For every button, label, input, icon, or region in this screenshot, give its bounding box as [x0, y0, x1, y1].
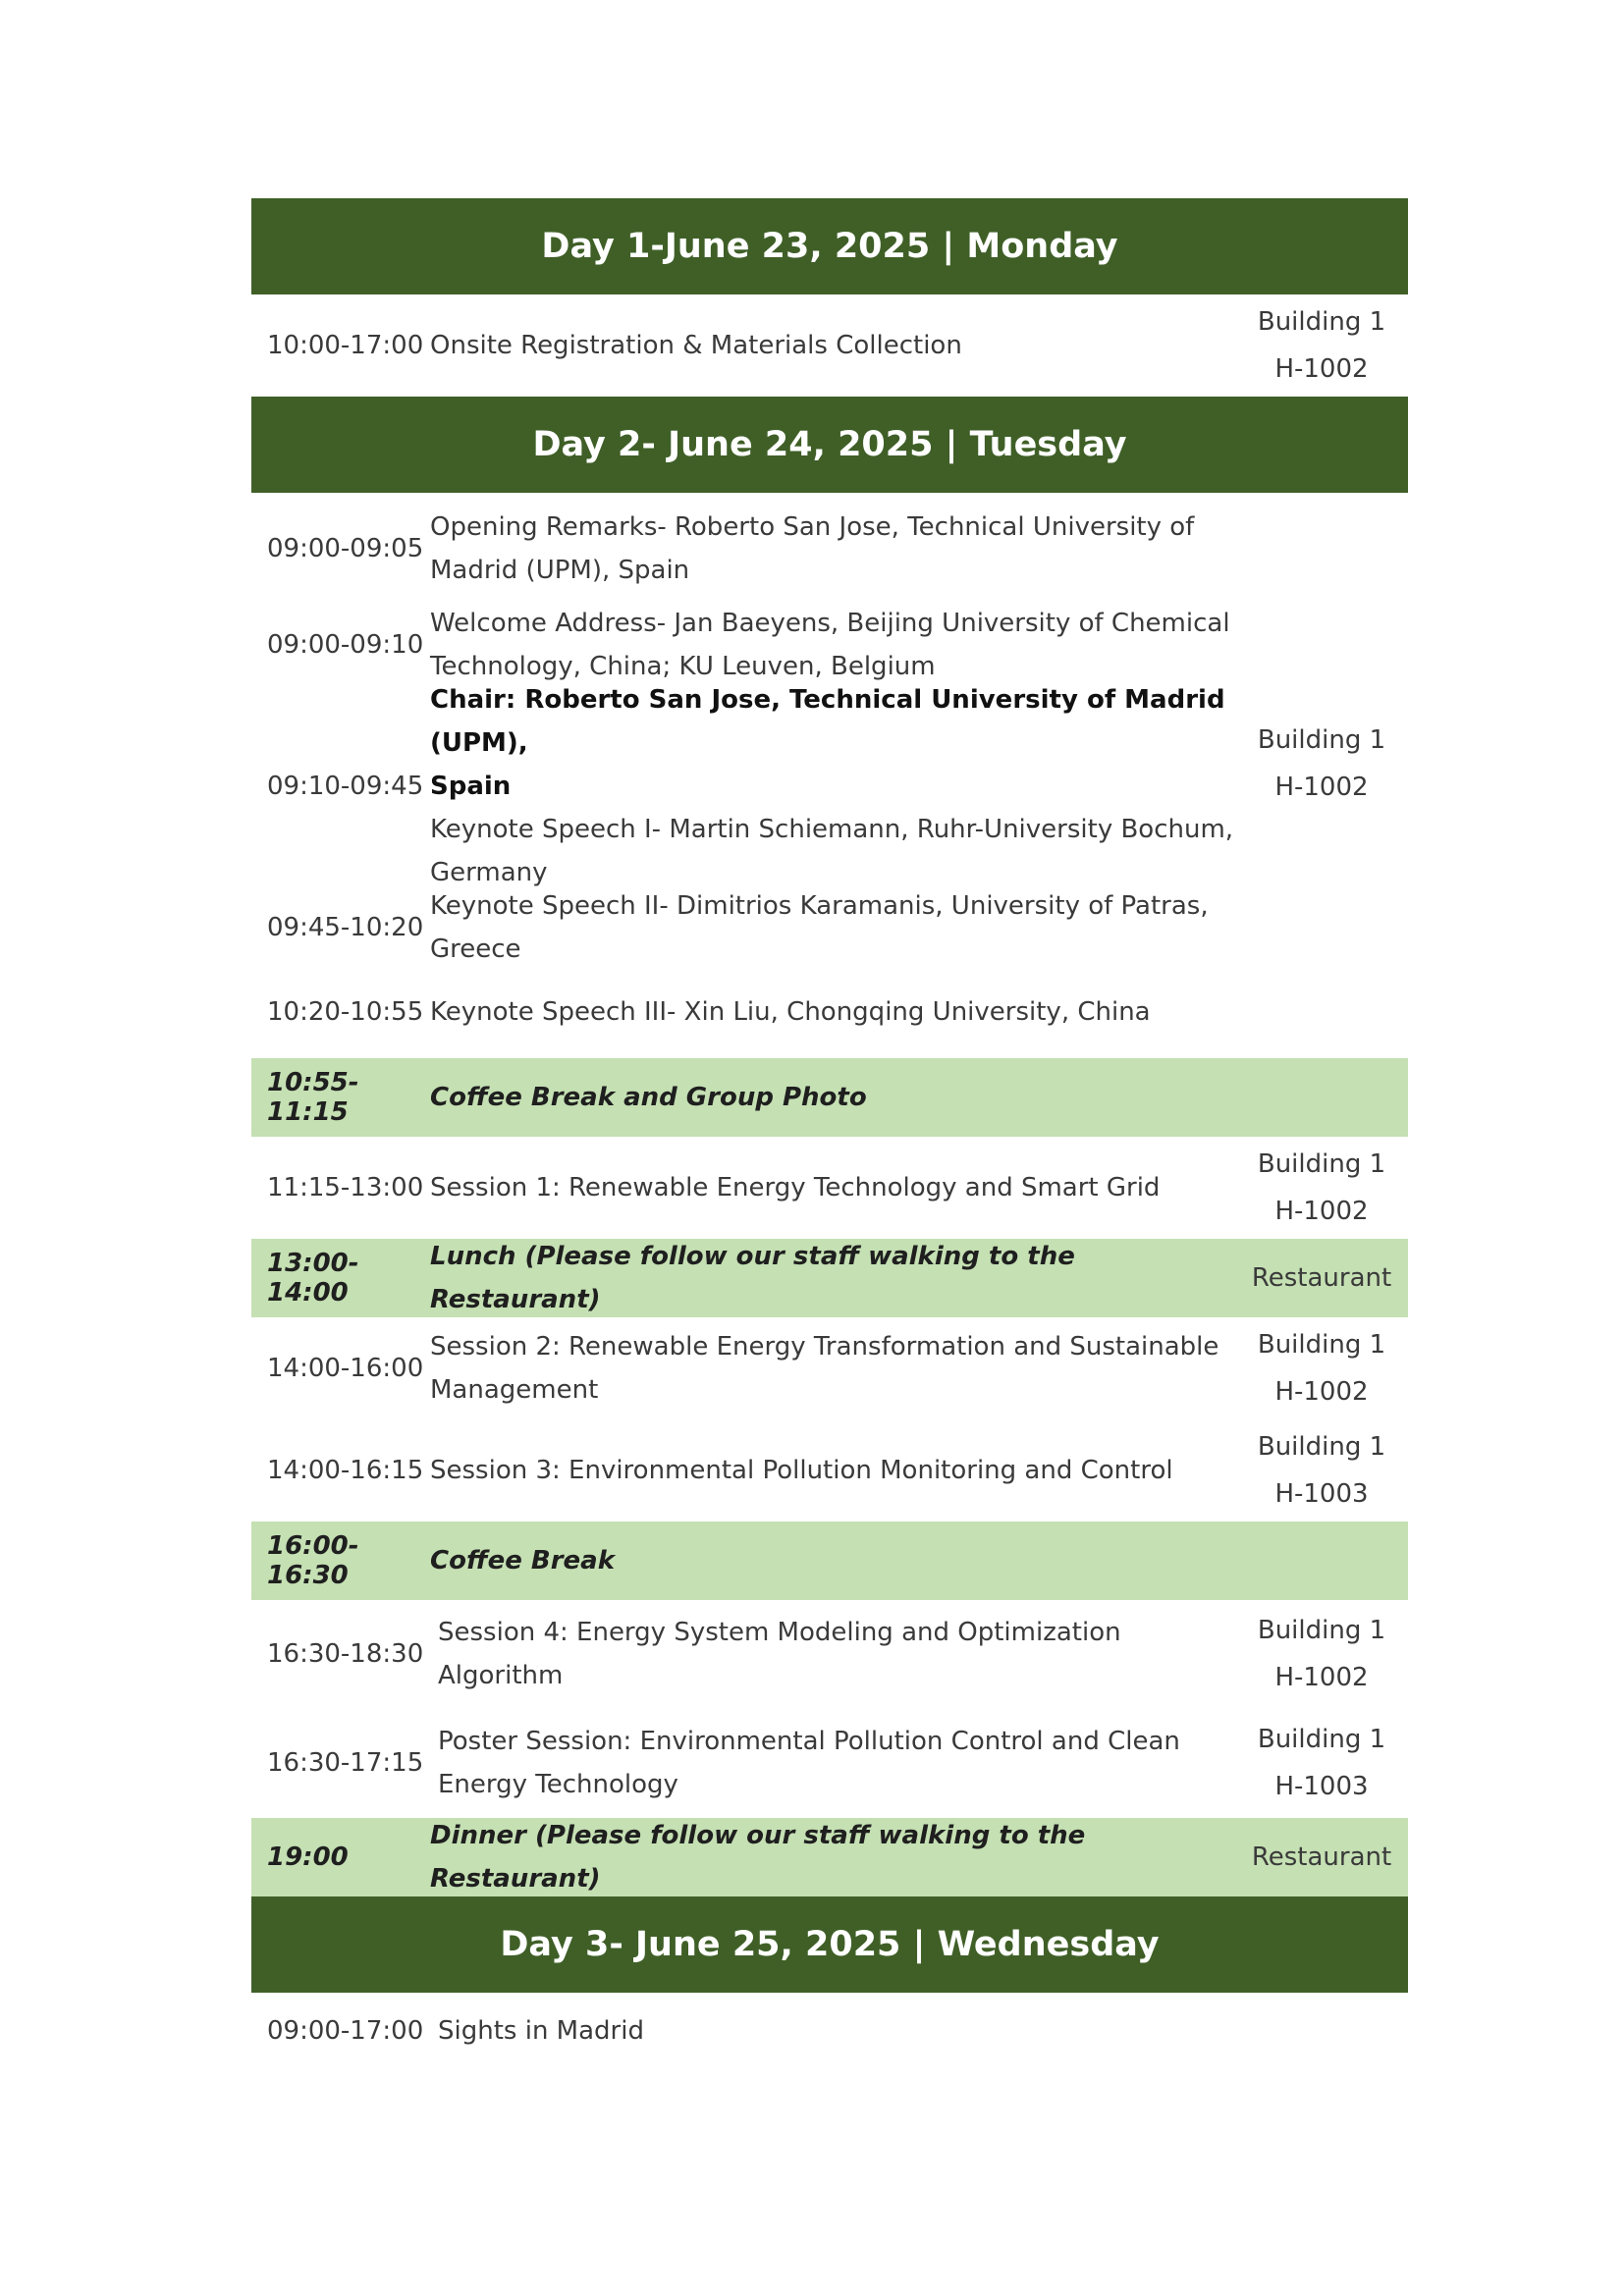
- row-description: Welcome Address- Jan Baeyens, Beijing University of Chemical Technology, China; KU Leuven, Belgium: [430, 609, 1230, 681]
- row-description: Session 4: Energy System Modeling and Optimization Algorithm: [438, 1618, 1121, 1690]
- day-header-text: Day 1-June 23, 2025 | Monday: [541, 227, 1118, 266]
- schedule-row: [251, 501, 1408, 597]
- chair-line: Spain: [430, 772, 512, 801]
- row-time: 09:45-10:20: [267, 913, 424, 942]
- row-description: Sights in Madrid: [438, 2016, 644, 2046]
- row-time: 16:30-17:15: [267, 1748, 424, 1778]
- row-time: 14:00-16:00: [267, 1354, 424, 1383]
- row-description: Keynote Speech III- Xin Liu, Chongqing University, China: [430, 997, 1151, 1027]
- schedule-row: [251, 685, 1408, 887]
- row-description: Opening Remarks- Roberto San Jose, Technical University of Madrid (UPM), Spain: [430, 512, 1195, 585]
- row-description: Session 2: Renewable Energy Transformation and Sustainable Management: [430, 1332, 1219, 1405]
- schedule-row: [251, 976, 1408, 1048]
- row-description: Dinner (Please follow our staff walking to the Restaurant): [430, 1821, 1086, 1894]
- row-time: 09:00-09:10: [267, 630, 424, 660]
- row-time: 14:00-16:15: [267, 1456, 424, 1485]
- row-description: Session 3: Environmental Pollution Monitoring and Control: [430, 1456, 1173, 1485]
- lunch-row: [251, 1239, 1408, 1317]
- row-time: 11:15-13:00: [267, 1173, 424, 1202]
- row-time: 16:30-18:30: [267, 1639, 424, 1669]
- schedule-row: [251, 1600, 1408, 1708]
- row-location: Building 1 H-1003: [1257, 1432, 1386, 1509]
- row-description: Lunch (Please follow our staff walking to the Restaurant): [430, 1242, 1075, 1314]
- day-3-header: [251, 1896, 1408, 1993]
- row-location: Restaurant: [1251, 1263, 1392, 1293]
- row-time: 10:00-17:00: [267, 331, 424, 360]
- row-description: Session 1: Renewable Energy Technology and Smart Grid: [430, 1173, 1161, 1202]
- coffee-break-row: [251, 1058, 1408, 1137]
- row-location: Restaurant: [1251, 1842, 1392, 1872]
- row-time: 13:00-14:00: [267, 1249, 359, 1308]
- day-1-header: [251, 198, 1408, 294]
- row-description: Onsite Registration & Materials Collection: [430, 331, 962, 360]
- row-time: 10:20-10:55: [267, 997, 424, 1027]
- schedule-row: [251, 1993, 1408, 2069]
- row-time: 09:00-09:05: [267, 534, 424, 563]
- dinner-row: [251, 1818, 1408, 1896]
- day-2-header: [251, 397, 1408, 493]
- row-time: 10:55-11:15: [267, 1068, 359, 1127]
- row-time: 09:10-09:45: [267, 772, 424, 801]
- schedule-row: [251, 1317, 1408, 1419]
- coffee-break-row: [251, 1522, 1408, 1600]
- row-description: Chair: Roberto San Jose, Technical University of Madrid (UPM), Spain Keynote Speech I- Martin Schiemann, Ruhr-University Bochum, Germany: [430, 678, 1235, 894]
- row-description: Coffee Break and Group Photo: [430, 1083, 867, 1112]
- row-location: Building 1 H-1002: [1257, 307, 1386, 384]
- schedule-row: [251, 880, 1408, 976]
- schedule-row: [251, 1708, 1408, 1818]
- schedule-row: [251, 1419, 1408, 1522]
- row-location: Building 1 H-1002: [1257, 1330, 1386, 1407]
- row-location: Building 1 H-1003: [1257, 1725, 1386, 1801]
- schedule-row: [251, 1137, 1408, 1239]
- row-description: Keynote Speech II- Dimitrios Karamanis, University of Patras, Greece: [430, 891, 1209, 964]
- schedule-table: [251, 198, 1408, 2069]
- row-description: Poster Session: Environmental Pollution Control and Clean Energy Technology: [438, 1727, 1180, 1799]
- schedule-row: [251, 294, 1408, 397]
- opening-location: Building 1 H-1002: [1257, 725, 1386, 802]
- row-time: 19:00: [267, 1842, 349, 1872]
- day-header-text: Day 3- June 25, 2025 | Wednesday: [500, 1925, 1160, 1964]
- row-description: Coffee Break: [430, 1546, 616, 1575]
- row-time: 16:00-16:30: [267, 1531, 359, 1590]
- row-time: 09:00-17:00: [267, 2016, 424, 2046]
- row-location: Building 1 H-1002: [1257, 1616, 1386, 1692]
- opening-block: [251, 493, 1408, 1058]
- day-header-text: Day 2- June 24, 2025 | Tuesday: [532, 425, 1127, 464]
- row-location: Building 1 H-1002: [1257, 1149, 1386, 1226]
- chair-line: Chair: Roberto San Jose, Technical University of Madrid (UPM),: [430, 685, 1225, 758]
